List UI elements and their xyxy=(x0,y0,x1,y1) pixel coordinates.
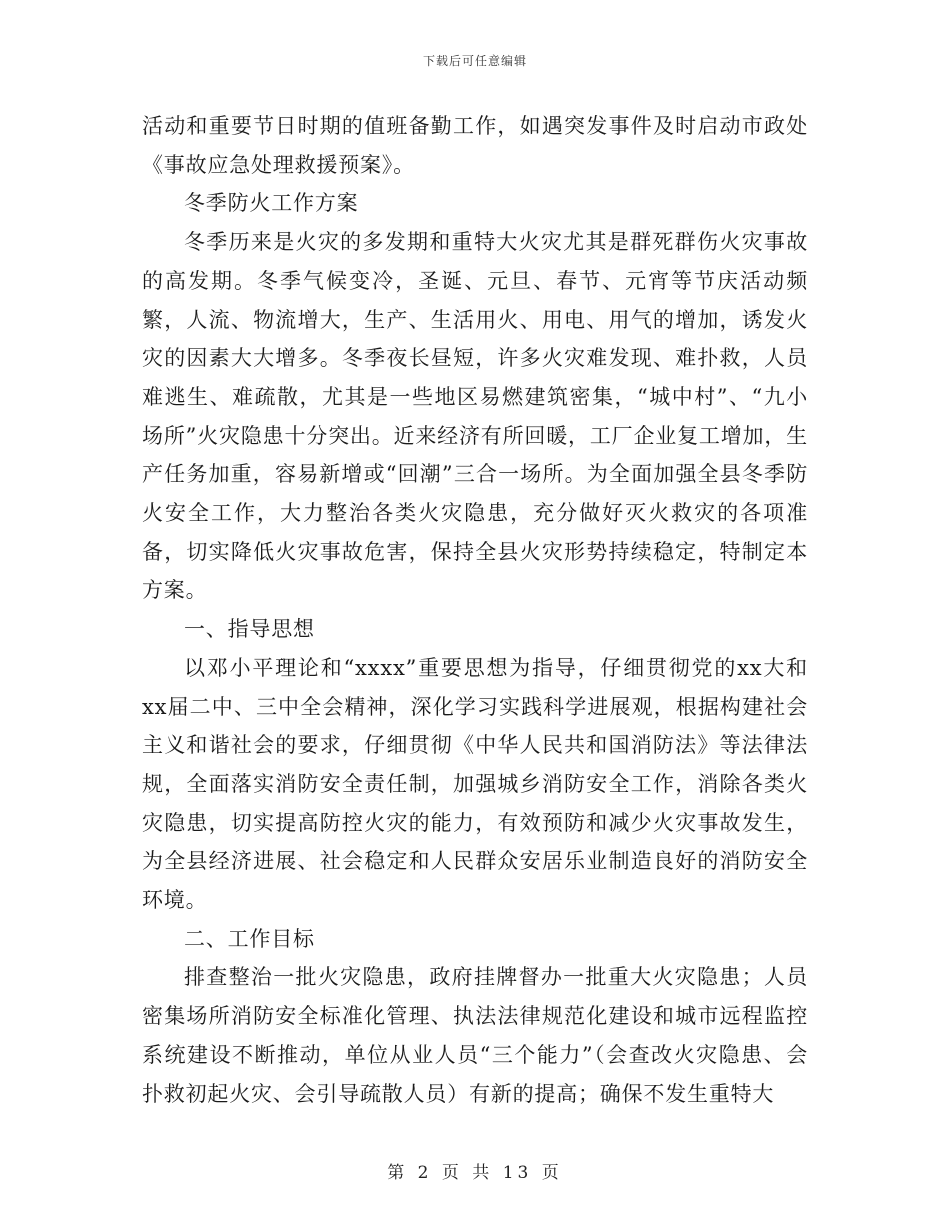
paragraph-intro: 冬季历来是火灾的多发期和重特大火灾尤其是群死群伤火灾事故的高发期。冬季气候变冷，圣诞、元旦、春节、元宵等节庆活动频繁，人流、物流增大，生产、生活用火、用电、用气的增加，诱发火灾的因素大大增多。冬季夜长昼短，许多火灾难发现、难扑救，人员难逃生、难疏散，尤其是一些地区易燃建筑密集，“城中村”、“九小场所”火灾隐患十分突出。近来经济有所回暖，工厂企业复工增加，生产任务加重，容易新增或“回潮”三合一场所。为全面加强全县冬季防火安全工作，大力整治各类火灾隐患，充分做好灭火救灾的各项准备，切实降低火灾事故危害，保持全县火灾形势持续稳定，特制定本方案。 xyxy=(142,230,808,603)
section-title: 冬季防火工作方案 xyxy=(184,191,359,216)
paragraph-work-goals: 排查整治一批火灾隐患，政府挂牌督办一批重大火灾隐患；人员密集场所消防安全标准化管理、执法法律规范化建设和城市远程监控系统建设不断推动，单位从业人员“三个能力”（会查改火灾隐患、会扑救初起火灾、会引导疏散人员）有新的提高；确保不发生重特大 xyxy=(142,965,808,1106)
page-number: 第 2 页 共 13 页 xyxy=(387,1163,563,1183)
paragraph-guiding-ideology: 以邓小平理论和“xxxx”重要思想为指导，仔细贯彻党的xx大和xx届二中、三中全会精神，深化学习实践科学进展观，根据构建社会主义和谐社会的要求，仔细贯彻《中华人民共和国消防法》等法律法规，全面落实消防安全责任制，加强城乡消防安全工作，消除各类火灾隐患，切实提高防控火灾的能力，有效预防和减少火灾事故发生，为全县经济进展、社会稳定和人民群众安居乐业制造良好的消防安全环境。 xyxy=(142,655,808,913)
heading-guiding-ideology: 一、指导思想 xyxy=(184,617,315,642)
paragraph-continuation: 活动和重要节日时期的值班备勤工作，如遇突发事件及时启动市政处《事故应急处理救援预案》。 xyxy=(142,114,808,177)
heading-work-goals: 二、工作目标 xyxy=(184,926,315,951)
document-body xyxy=(142,107,808,1113)
page-header: 下载后可任意编辑 xyxy=(422,54,527,68)
